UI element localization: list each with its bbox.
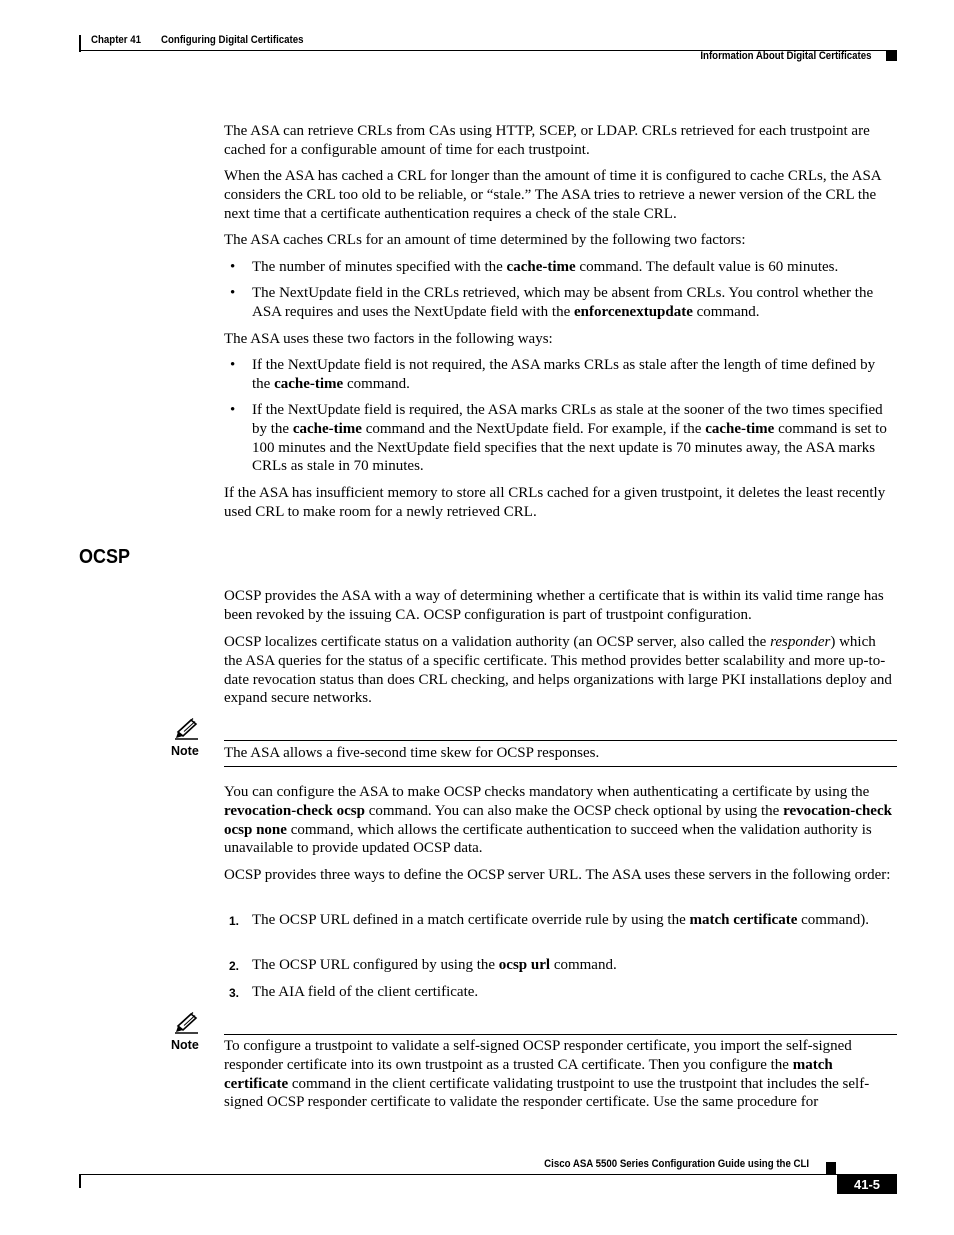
section-heading-ocsp: OCSP xyxy=(79,546,131,568)
pencil-icon xyxy=(174,718,200,740)
ocsp-paragraph-1: OCSP provides the ASA with a way of determining whether a certificate that is within its valid time range has been revoked by the issuing CA. OCSP configuration is part of trustpoint configuration. xyxy=(224,588,884,623)
note-label: Note xyxy=(171,1038,199,1052)
pencil-icon xyxy=(174,1012,200,1034)
list-item xyxy=(224,284,896,322)
footer-black-tab xyxy=(826,1162,836,1174)
ocsp-paragraph-3: You can configure the ASA to make OCSP checks mandatory when authenticating a certificate by using the revocation-check ocsp command. You can also make the OCSP check optional by using the revocation-check ocsp none command, which allows the certificate authentication to succeed when the validation authority is unavailable to provide updated OCSP data. xyxy=(224,784,892,857)
bullet-icon: • xyxy=(230,402,236,418)
header-chapter: Chapter 41 xyxy=(91,34,142,46)
list-number: 1. xyxy=(229,914,240,928)
numbered-item xyxy=(224,911,896,930)
numbered-item xyxy=(224,956,896,975)
note-text: To configure a trustpoint to validate a self-signed OCSP responder certificate, you import the self-signed responder certificate into its own trustpoint as a trusted CA certificate. Then you configure the match certificate command in the client certificate validating trustpoint to use the trustpoint that includes the self-signed OCSP responder certificate to validate the responder certificate. Use the same procedure for xyxy=(224,1038,870,1111)
list-item-text: The OCSP URL configured by using the ocsp url command. xyxy=(252,957,617,973)
bullet-icon: • xyxy=(230,357,236,373)
list-item xyxy=(224,356,896,394)
footer-left-rule xyxy=(79,1174,81,1188)
crl-paragraph-2: When the ASA has cached a CRL for longer than the amount of time it is configured to cache CRLs, the ASA considers the CRL too old to be reliable, or “stale.” The ASA tries to retrieve a newer version of the CRL the next time that a certificate authentication requires a check of the stale CRL. xyxy=(224,168,881,222)
crl-paragraph-1: The ASA can retrieve CRLs from CAs using HTTP, SCEP, or LDAP. CRLs retrieved for each trustpoint are cached for a configurable amount of time for each trustpoint. xyxy=(224,123,870,158)
list-item-text: If the NextUpdate field is required, the ASA marks CRLs as stale at the sooner of the two times specified by the cache-time command and the NextUpdate field. For example, if the cache-time command is set to 100 minutes and the NextUpdate field specifies that the next update is 70 minutes away, the ASA marks CRLs as stale in 70 minutes. xyxy=(252,402,887,475)
bullet-icon: • xyxy=(230,285,236,301)
list-item-text: If the NextUpdate field is not required, the ASA marks CRLs as stale after the length of time defined by the cache-time command. xyxy=(252,357,876,392)
header-chapter-title: Configuring Digital Certificates xyxy=(161,34,304,46)
list-item xyxy=(224,401,896,476)
list-number: 3. xyxy=(229,986,240,1000)
note-text: The ASA allows a five-second time skew for OCSP responses. xyxy=(224,745,600,761)
bullet-icon: • xyxy=(230,259,236,275)
note-top-rule xyxy=(224,740,897,741)
list-item xyxy=(224,258,896,277)
header-black-tab xyxy=(886,51,897,61)
footer-rule xyxy=(79,1174,897,1175)
page-number: 41-5 xyxy=(853,1177,881,1192)
numbered-item xyxy=(224,983,896,1002)
list-number: 2. xyxy=(229,959,240,973)
header-section-title: Information About Digital Certificates xyxy=(700,50,872,62)
list-item-text: The AIA field of the client certificate. xyxy=(252,984,479,1000)
note-top-rule xyxy=(224,1034,897,1035)
crl-paragraph-3: The ASA caches CRLs for an amount of time determined by the following two factors: xyxy=(224,232,746,248)
footer-guide-title: Cisco ASA 5500 Series Configuration Guide using the CLI xyxy=(544,1158,809,1170)
crl-paragraph-5: If the ASA has insufficient memory to store all CRLs cached for a given trustpoint, it deletes the least recently used CRL to make room for a newly retrieved CRL. xyxy=(224,485,886,520)
note-label: Note xyxy=(171,744,199,758)
list-item-text: The OCSP URL defined in a match certificate override rule by using the match certificate command). xyxy=(252,912,870,928)
list-item-text: The number of minutes specified with the cache-time command. The default value is 60 minutes. xyxy=(252,259,839,275)
list-item-text: The NextUpdate field in the CRLs retrieved, which may be absent from CRLs. You control whether the ASA requires and uses the NextUpdate field with the enforcenextupdate command. xyxy=(252,285,874,320)
ocsp-paragraph-2: OCSP localizes certificate status on a validation authority (an OCSP server, also called the responder) which the ASA queries for the status of a specific certificate. This method provides better scalability and more up-to-date revocation status than does CRL checking, and helps organizations with large PKI installations deploy and expand secure networks. xyxy=(224,634,892,707)
note-bottom-rule xyxy=(224,766,897,767)
ocsp-paragraph-4: OCSP provides three ways to define the OCSP server URL. The ASA uses these servers in the following order: xyxy=(224,867,891,883)
crl-paragraph-4: The ASA uses these two factors in the following ways: xyxy=(224,331,553,347)
